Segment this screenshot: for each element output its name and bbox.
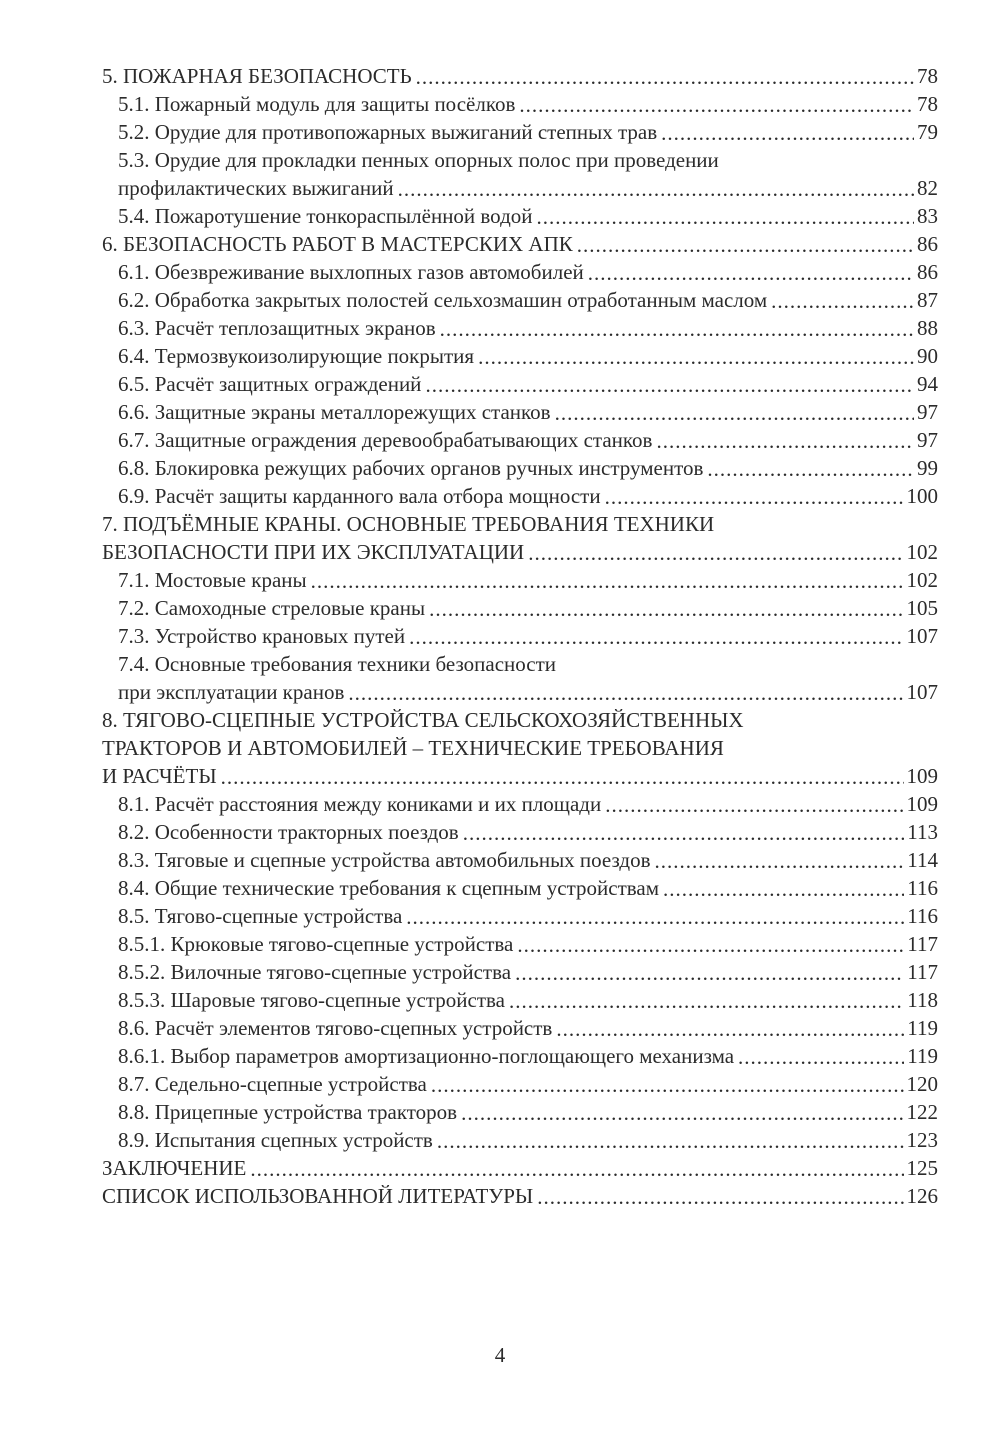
- toc-entry: [102, 1154, 938, 1182]
- toc-entry-line: [118, 1126, 938, 1154]
- toc-entry-title: 6.4. Термозвукоизолирующие покрытия: [118, 344, 475, 368]
- toc-entry-line: [118, 258, 938, 286]
- toc-entry-title-line: 5.3. Орудие для прокладки пенных опорных полос при проведении: [118, 148, 719, 172]
- toc-entry-line: [118, 846, 938, 874]
- toc-entry-page: 88: [917, 316, 938, 340]
- toc-entry-title: 8.5.3. Шаровые тягово-сцепные устройства: [118, 988, 506, 1012]
- dot-leader: [656, 427, 914, 455]
- dot-leader: [537, 203, 914, 231]
- toc-entry: [102, 258, 938, 286]
- toc-entry-line: [118, 790, 938, 818]
- toc-entry-line: [102, 762, 938, 790]
- toc-entry-title: 8.7. Седельно-сцепные устройства: [118, 1072, 427, 1096]
- toc-entry-title-line: 7. ПОДЪЁМНЫЕ КРАНЫ. ОСНОВНЫЕ ТРЕБОВАНИЯ ТЕХНИКИ: [102, 512, 715, 536]
- toc-entry-line: [118, 202, 938, 230]
- toc-entry: [102, 1042, 938, 1070]
- dot-leader: [509, 987, 904, 1015]
- toc-entry: [102, 1098, 938, 1126]
- toc-entry-page: 102: [906, 568, 938, 592]
- toc-entry-line: [118, 286, 938, 314]
- toc-entry: [102, 930, 938, 958]
- toc-entry-title: 6.2. Обработка закрытых полостей сельхозмашин отработанным маслом: [118, 288, 768, 312]
- table-of-contents: [102, 62, 938, 1210]
- toc-entry-page: 83: [917, 204, 938, 228]
- toc-entry-page: 125: [906, 1156, 938, 1180]
- toc-entry: [102, 566, 938, 594]
- dot-leader: [707, 455, 914, 483]
- toc-entry-title: 5.4. Пожаротушение тонкораспылённой водой: [118, 204, 533, 228]
- toc-entry-page: 82: [917, 176, 938, 200]
- toc-entry-line: [118, 426, 938, 454]
- toc-entry-line: [118, 818, 938, 846]
- dot-leader: [588, 259, 914, 287]
- toc-entry-title: 8.9. Испытания сцепных устройств: [118, 1128, 433, 1152]
- dot-leader: [663, 875, 904, 903]
- toc-entry: [102, 1014, 938, 1042]
- dot-leader: [556, 1015, 904, 1043]
- toc-entry-line: [118, 566, 938, 594]
- toc-entry-title: 5.1. Пожарный модуль для защиты посёлков: [118, 92, 516, 116]
- toc-entry-line: [118, 342, 938, 370]
- dot-leader: [661, 119, 914, 147]
- toc-entry-page: 87: [917, 288, 938, 312]
- toc-entry-title: БЕЗОПАСНОСТИ ПРИ ИХ ЭКСПЛУАТАЦИИ: [102, 540, 525, 564]
- toc-entry-line: [118, 874, 938, 902]
- toc-entry-page: 102: [906, 540, 938, 564]
- toc-entry: [102, 902, 938, 930]
- toc-entry-page: 94: [917, 372, 938, 396]
- dot-leader: [605, 483, 904, 511]
- dot-leader: [555, 399, 914, 427]
- toc-entry: [102, 90, 938, 118]
- toc-entry-line: [118, 174, 938, 202]
- toc-entry-line: [102, 538, 938, 566]
- page-number: 4: [494, 1343, 506, 1367]
- dot-leader: [528, 539, 903, 567]
- toc-entry: [102, 1126, 938, 1154]
- toc-entry: [102, 706, 938, 790]
- toc-entry-page: 126: [906, 1184, 938, 1208]
- toc-entry-title: 7.3. Устройство крановых путей: [118, 624, 406, 648]
- toc-entry-page: 107: [906, 680, 938, 704]
- toc-entry: [102, 286, 938, 314]
- toc-entry: [102, 790, 938, 818]
- toc-entry-line: [118, 454, 938, 482]
- dot-leader: [221, 763, 904, 791]
- toc-entry-title: 8.5.2. Вилочные тягово-сцепные устройства: [118, 960, 512, 984]
- toc-entry-page: 119: [907, 1016, 938, 1040]
- toc-entry-line: [118, 986, 938, 1014]
- dot-leader: [406, 903, 904, 931]
- toc-entry-title: 6.7. Защитные ограждения деревообрабатывающих станков: [118, 428, 653, 452]
- toc-entry-page: 117: [907, 960, 938, 984]
- toc-entry-line: [118, 958, 938, 986]
- toc-entry-page: 99: [917, 456, 938, 480]
- toc-entry: [102, 370, 938, 398]
- toc-entry-page: 86: [917, 232, 938, 256]
- toc-entry-title: 5. ПОЖАРНАЯ БЕЗОПАСНОСТЬ: [102, 64, 412, 88]
- toc-entry: [102, 594, 938, 622]
- toc-entry: [102, 622, 938, 650]
- toc-entry-page: 123: [906, 1128, 938, 1152]
- dot-leader: [605, 791, 903, 819]
- toc-entry-line: [118, 1098, 938, 1126]
- toc-entry-title: ЗАКЛЮЧЕНИЕ: [102, 1156, 247, 1180]
- toc-entry-title: 6. БЕЗОПАСНОСТЬ РАБОТ В МАСТЕРСКИХ АПК: [102, 232, 573, 256]
- dot-leader: [738, 1043, 904, 1071]
- dot-leader: [771, 287, 914, 315]
- toc-entry-page: 100: [906, 484, 938, 508]
- toc-entry-page: 78: [917, 92, 938, 116]
- toc-entry: [102, 62, 938, 90]
- toc-entry: [102, 342, 938, 370]
- toc-entry-title: 7.2. Самоходные стреловые краны: [118, 596, 426, 620]
- toc-entry-page: 97: [917, 428, 938, 452]
- toc-entry: [102, 818, 938, 846]
- toc-entry-page: 117: [907, 932, 938, 956]
- toc-entry-title: 5.2. Орудие для противопожарных выжиганий степных трав: [118, 120, 658, 144]
- toc-entry-title: 6.1. Обезвреживание выхлопных газов автомобилей: [118, 260, 584, 284]
- dot-leader: [425, 371, 914, 399]
- toc-entry-title: 8.1. Расчёт расстояния между кониками и их площади: [118, 792, 602, 816]
- toc-entry-page: 116: [907, 904, 938, 928]
- toc-entry-title: 8.2. Особенности тракторных поездов: [118, 820, 459, 844]
- toc-entry-line: [118, 314, 938, 342]
- toc-entry-page: 119: [907, 1044, 938, 1068]
- toc-entry: [102, 426, 938, 454]
- dot-leader: [311, 567, 904, 595]
- toc-entry-title: 8.6. Расчёт элементов тягово-сцепных устройств: [118, 1016, 553, 1040]
- toc-entry-page: 114: [907, 848, 938, 872]
- dot-leader: [398, 175, 914, 203]
- toc-entry-title: 6.5. Расчёт защитных ограждений: [118, 372, 422, 396]
- dot-leader: [416, 63, 914, 91]
- toc-entry-line: [118, 902, 938, 930]
- toc-entry: [102, 146, 938, 202]
- toc-entry-page: 79: [917, 120, 938, 144]
- toc-entry: [102, 202, 938, 230]
- toc-entry-title: 6.8. Блокировка режущих рабочих органов ручных инструментов: [118, 456, 704, 480]
- toc-entry: [102, 314, 938, 342]
- dot-leader: [409, 623, 903, 651]
- toc-entry-line: [118, 90, 938, 118]
- toc-entry-title: 6.9. Расчёт защиты карданного вала отбора мощности: [118, 484, 601, 508]
- toc-entry: [102, 230, 938, 258]
- toc-entry-page: 109: [906, 764, 938, 788]
- toc-entry-line: [118, 1014, 938, 1042]
- toc-entry-page: 105: [906, 596, 938, 620]
- toc-entry-title: 6.6. Защитные экраны металлорежущих станков: [118, 400, 551, 424]
- dot-leader: [655, 847, 905, 875]
- toc-entry-title: 7.1. Мостовые краны: [118, 568, 307, 592]
- toc-entry-title: 6.3. Расчёт теплозащитных экранов: [118, 316, 436, 340]
- toc-entry: [102, 846, 938, 874]
- toc-entry-title: СПИСОК ИСПОЛЬЗОВАННОЙ ЛИТЕРАТУРЫ: [102, 1184, 534, 1208]
- toc-entry-page: 86: [917, 260, 938, 284]
- toc-entry-title: 8.3. Тяговые и сцепные устройства автомобильных поездов: [118, 848, 651, 872]
- toc-entry: [102, 454, 938, 482]
- dot-leader: [515, 959, 904, 987]
- dot-leader: [250, 1155, 903, 1183]
- dot-leader: [429, 595, 903, 623]
- toc-entry-page: 122: [906, 1100, 938, 1124]
- toc-entry: [102, 986, 938, 1014]
- dot-leader: [461, 1099, 903, 1127]
- toc-entry: [102, 650, 938, 706]
- toc-entry-title: 8.5. Тягово-сцепные устройства: [118, 904, 403, 928]
- toc-entry-title: 8.5.1. Крюковые тягово-сцепные устройства: [118, 932, 514, 956]
- toc-entry-page: 109: [906, 792, 938, 816]
- toc-entry: [102, 482, 938, 510]
- dot-leader: [517, 931, 904, 959]
- dot-leader: [440, 315, 914, 343]
- toc-entry-title-line: ТРАКТОРОВ И АВТОМОБИЛЕЙ – ТЕХНИЧЕСКИЕ ТРЕБОВАНИЯ: [102, 736, 724, 760]
- toc-entry-line: [118, 118, 938, 146]
- toc-entry-line: [118, 398, 938, 426]
- toc-entry-title: И РАСЧЁТЫ: [102, 764, 217, 788]
- toc-entry-page: 118: [907, 988, 938, 1012]
- toc-entry-line: [118, 1042, 938, 1070]
- dot-leader: [463, 819, 905, 847]
- dot-leader: [431, 1071, 904, 1099]
- toc-entry: [102, 118, 938, 146]
- toc-entry-title-line: 7.4. Основные требования техники безопасности: [118, 652, 557, 676]
- toc-entry-page: 120: [906, 1072, 938, 1096]
- toc-entry: [102, 1182, 938, 1210]
- toc-entry-title-line: 8. ТЯГОВО-СЦЕПНЫЕ УСТРОЙСТВА СЕЛЬСКОХОЗЯЙСТВЕННЫХ: [102, 708, 744, 732]
- toc-entry: [102, 958, 938, 986]
- toc-entry-line: [102, 1154, 938, 1182]
- toc-entry-page: 90: [917, 344, 938, 368]
- dot-leader: [537, 1183, 903, 1211]
- toc-entry-line: [118, 370, 938, 398]
- toc-entry: [102, 1070, 938, 1098]
- toc-entry-title: при эксплуатации кранов: [118, 680, 345, 704]
- dot-leader: [348, 679, 903, 707]
- toc-entry-line: [118, 930, 938, 958]
- toc-entry-title: 8.4. Общие технические требования к сцепным устройствам: [118, 876, 659, 900]
- toc-entry-line: [102, 1182, 938, 1210]
- toc-entry-line: [102, 62, 938, 90]
- dot-leader: [478, 343, 914, 371]
- toc-entry-line: [118, 678, 938, 706]
- toc-entry-line: [118, 594, 938, 622]
- toc-entry: [102, 510, 938, 566]
- toc-entry: [102, 874, 938, 902]
- dot-leader: [519, 91, 914, 119]
- toc-entry-title: 8.8. Прицепные устройства тракторов: [118, 1100, 458, 1124]
- toc-entry: [102, 398, 938, 426]
- toc-entry-line: [118, 622, 938, 650]
- toc-entry-title: профилактических выжиганий: [118, 176, 394, 200]
- toc-entry-page: 78: [917, 64, 938, 88]
- toc-entry-line: [102, 230, 938, 258]
- toc-entry-title: 8.6.1. Выбор параметров амортизационно-поглощающего механизма: [118, 1044, 735, 1068]
- toc-entry-page: 116: [907, 876, 938, 900]
- toc-entry-line: [118, 1070, 938, 1098]
- dot-leader: [437, 1127, 904, 1155]
- toc-entry-page: 113: [907, 820, 938, 844]
- toc-entry-line: [118, 482, 938, 510]
- dot-leader: [577, 231, 914, 259]
- toc-entry-page: 107: [906, 624, 938, 648]
- toc-entry-page: 97: [917, 400, 938, 424]
